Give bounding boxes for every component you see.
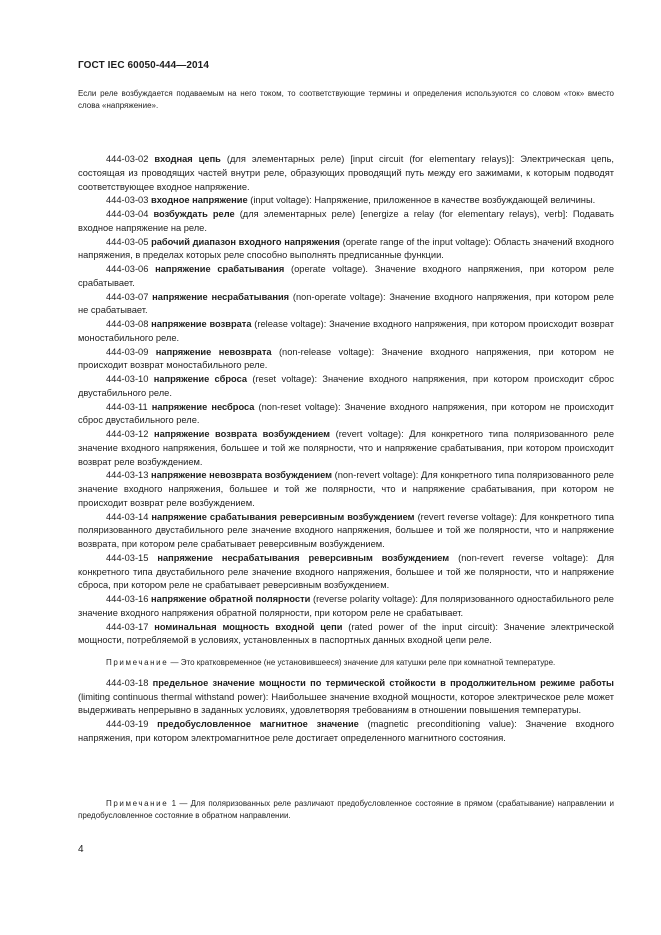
term-title: напряжение срабатывания реверсивным возбуждением <box>151 511 415 522</box>
term-number: 444-03-04 <box>106 209 149 219</box>
term-entry <box>78 346 614 374</box>
term-number: 444-03-07 <box>106 291 149 302</box>
term-title: предобусловленное магнитное значение <box>157 719 359 730</box>
term-title: входная цепь <box>154 154 221 164</box>
term-title: номинальная мощность входной цепи <box>154 621 343 632</box>
term-definition: (magnetic preconditioning value): Значение входного напряжения, при котором электромагнитное реле достигает определенного магнитного состояния. <box>78 719 614 743</box>
term-title: напряжение невозврата возбуждением <box>151 470 332 481</box>
term-definition: (operate range of the input voltage): Область значений входного напряжения, в пределах которых реле способно выполнять предписанные функции. <box>78 236 614 261</box>
term-title: возбуждать реле <box>153 209 235 219</box>
term-definition: (non-reset voltage): Значение входного напряжения, при котором не происходит сброс двустабильного реле. <box>78 401 614 426</box>
term-title: предельное значение мощности по термической стойкости в продолжительном режиме работы <box>152 677 614 688</box>
term-number: 444-03-02 <box>106 154 149 164</box>
term-number: 444-03-15 <box>106 552 149 563</box>
terms-list <box>78 153 614 648</box>
term-definition: (non-release voltage): Значение входного напряжения, при котором не происходит возврат моностабильного реле. <box>78 346 615 371</box>
term-entry <box>78 194 614 208</box>
term-entry <box>78 677 614 718</box>
note-2 <box>78 798 614 822</box>
term-definition: (revert voltage): Для конкретного типа поляризованного реле значение входного напряжения, большее и той же полярности, что и напряжение срабатывания, при котором происходит возврат реле возбуждением. <box>78 429 615 467</box>
term-entry <box>78 318 614 346</box>
note-1-text: — Это кратковременное (не установившееся) значение для катушки реле при комнатной температуре. <box>168 658 556 667</box>
note-1-label: Примечание <box>106 658 169 667</box>
term-entry <box>78 153 614 194</box>
page-number: 4 <box>78 844 84 855</box>
note-2-label: Примечание <box>106 799 169 808</box>
term-entry <box>78 593 614 621</box>
terms-list-2 <box>78 677 614 746</box>
term-definition: (non-revert voltage): Для конкретного типа поляризованного реле значение входного напряжения, большее и той же полярности, что и напряжение срабатывания, при котором не происходит возврат реле возбуждением. <box>78 470 614 508</box>
term-title: напряжение возврата <box>151 319 252 329</box>
term-entry <box>78 291 614 319</box>
term-entry <box>78 401 614 429</box>
term-entry <box>78 552 614 593</box>
term-definition: (non-revert reverse voltage): Для конкретного типа двустабильного реле значение входного напряжения, большее и той же полярности, что и напряжение сброса, при котором реле не срабатывает реверсивным возбуждением. <box>78 552 614 591</box>
term-number: 444-03-05 <box>106 236 149 247</box>
term-entry <box>78 236 614 264</box>
terms-body <box>78 153 614 746</box>
term-title: напряжение несброса <box>151 401 255 412</box>
term-title: входное напряжение <box>150 195 248 206</box>
term-number: 444-03-03 <box>106 195 149 206</box>
intro-paragraph: Если реле возбуждается подаваемым на него током, то соответствующие термины и определения используются со словом «ток» вместо слова «напряжение». <box>78 89 614 111</box>
term-number: 444-03-08 <box>106 319 149 329</box>
term-title: рабочий диапазон входного напряжения <box>151 236 340 247</box>
term-number: 444-03-17 <box>106 621 149 632</box>
term-definition: (release voltage): Значение входного напряжения, при котором происходит возврат моностабильного реле. <box>78 319 614 343</box>
term-number: 444-03-06 <box>106 264 149 274</box>
term-definition: (revert reverse voltage): Для конкретного типа поляризованного двустабильного реле значение входного напряжения, большее и той же полярности, что и напряжение возврата, при котором реле срабатывает реверсивным возбуждением. <box>78 511 614 549</box>
term-number: 444-03-14 <box>106 511 149 522</box>
term-title: напряжение сброса <box>153 374 248 384</box>
term-title: напряжение несрабатывания реверсивным возбуждением <box>157 552 450 563</box>
term-definition: (для элементарных реле) [input circuit (for elementary relays)]: Электрическая цепь, состоящая из проводящих частей внутри реле, образующих проводящий путь между его зажимами, к которым подводят соответствующее входное напряжение. <box>78 154 614 192</box>
note-2-text: 1 — Для поляризованных реле различают предобусловленное состояние в прямом (срабатывание) направлении и предобусловленное состояние в обратном направлении. <box>78 799 614 820</box>
term-entry <box>78 208 614 236</box>
term-definition: (для элементарных реле) [energize a relay (for elementary relays), verb]: Подавать входное напряжение на реле. <box>78 209 614 233</box>
term-title: напряжение срабатывания <box>155 264 285 274</box>
term-entry <box>78 621 614 649</box>
term-title: напряжение обратной полярности <box>151 594 311 604</box>
term-title: напряжение невозврата <box>155 346 272 357</box>
term-number: 444-03-18 <box>106 677 149 688</box>
term-title: напряжение несрабатывания <box>152 291 290 302</box>
term-entry <box>78 373 614 401</box>
term-entry <box>78 718 614 746</box>
term-definition: (non-operate voltage): Значение входного напряжения, при котором реле не срабатывает. <box>78 291 614 316</box>
note-1 <box>78 657 614 669</box>
term-entry <box>78 263 614 291</box>
term-entry <box>78 469 614 510</box>
term-entry <box>78 511 614 552</box>
term-definition: (operate voltage). Значение входного напряжения, при котором реле срабатывает. <box>78 264 614 288</box>
term-entry <box>78 428 614 469</box>
term-title: напряжение возврата возбуждением <box>153 429 331 439</box>
term-number: 444-03-11 <box>106 401 148 412</box>
term-number: 444-03-09 <box>106 346 149 357</box>
term-definition: (input voltage): Напряжение, приложенное в качестве возбуждающей величины. <box>247 195 596 206</box>
term-number: 444-03-19 <box>106 719 149 730</box>
document-header: ГОСТ IEC 60050-444—2014 <box>78 60 209 71</box>
term-definition: (rated power of the input circuit): Значение электрической мощности, потребляемой в условиях, установленных в паспортных данных входной цепи реле. <box>78 621 614 646</box>
term-definition: (reset voltage): Значение входного напряжения, при котором происходит сброс двустабильного реле. <box>78 374 614 398</box>
term-definition: (reverse polarity voltage): Для поляризованного одностабильного реле значение входного напряжения обратной полярности, при котором реле не срабатывает. <box>78 594 614 618</box>
term-number: 444-03-12 <box>106 429 149 439</box>
term-number: 444-03-16 <box>106 594 149 604</box>
term-definition: (limiting continuous thermal withstand power): Наибольшее значение входной мощности, которое электрическое реле может выдерживать непрерывно в заданных условиях, удовлетворяя требованиям в отношении повышения температуры. <box>78 691 614 716</box>
term-number: 444-03-13 <box>106 470 149 481</box>
term-number: 444-03-10 <box>106 374 149 384</box>
